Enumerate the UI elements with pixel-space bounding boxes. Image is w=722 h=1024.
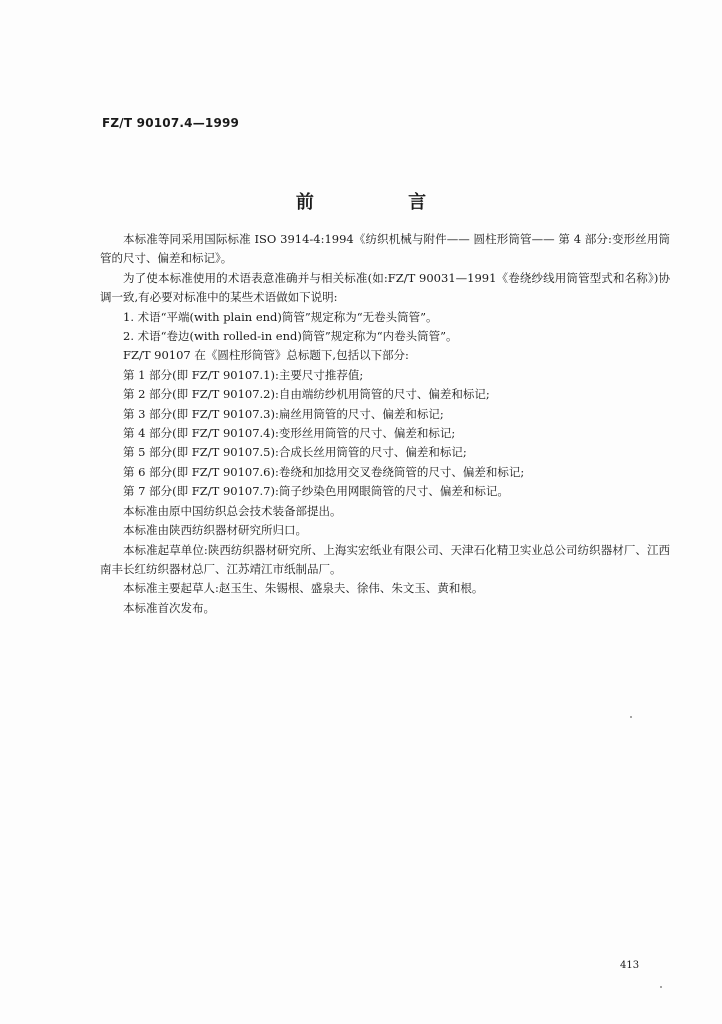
paragraph: 为了使本标准使用的术语表意准确并与相关标准(如:FZ/T 90031—1991《卷绕纱线用筒管型式和名称》)协调一致,有必要对标准中的某些术语做如下说明:	[100, 270, 670, 305]
scan-speck	[630, 716, 632, 718]
paragraph: 第 5 部分(即 FZ/T 90107.5):合成长丝用筒管的尺寸、偏差和标记;	[123, 445, 467, 460]
paragraph: 第 2 部分(即 FZ/T 90107.2):自由端纺纱机用筒管的尺寸、偏差和标记;	[123, 387, 490, 402]
paragraph: 1. 术语“平端(with plain end)筒管”规定称为“无卷头筒管”。	[123, 309, 438, 324]
paragraph: 本标准由陕西纺织器材研究所归口。	[123, 523, 307, 538]
paragraph: 第 3 部分(即 FZ/T 90107.3):扁丝用筒管的尺寸、偏差和标记;	[123, 406, 444, 421]
paragraph: 第 4 部分(即 FZ/T 90107.4):变形丝用筒管的尺寸、偏差和标记;	[123, 426, 456, 441]
paragraph: 本标准起草单位:陕西纺织器材研究所、上海实宏纸业有限公司、天津石化精卫实业总公司纺织器材厂、江西南丰长红纺织器材总厂、江苏靖江市纸制品厂。	[100, 542, 670, 576]
paragraph: 本标准等同采用国际标准 ISO 3914-4:1994《纺织机械与附件—— 圆柱形筒管—— 第 4 部分:变形丝用筒管的尺寸、偏差和标记》。	[100, 232, 670, 266]
paragraph: 第 7 部分(即 FZ/T 90107.7):筒子纱染色用网眼筒管的尺寸、偏差和标记。	[123, 484, 509, 499]
paragraph: 本标准主要起草人:赵玉生、朱锡根、盛泉夫、徐伟、朱文玉、黄和根。	[123, 581, 484, 596]
foreword-body	[100, 230, 670, 618]
paragraph: FZ/T 90107 在《圆柱形筒管》总标题下,包括以下部分:	[123, 348, 409, 363]
paragraph: 2. 术语“卷边(with rolled-in end)筒管”规定称为“内卷头筒管”。	[123, 329, 458, 344]
paragraph: 第 6 部分(即 FZ/T 90107.6):卷绕和加捻用交叉卷绕筒管的尺寸、偏差和标记;	[123, 464, 525, 479]
scan-speck	[660, 986, 662, 988]
page-number: 413	[620, 960, 640, 971]
page-title: 前 言	[295, 192, 471, 213]
standard-code: FZ/T 90107.4—1999	[102, 116, 240, 130]
paragraph: 本标准首次发布。	[123, 600, 215, 615]
paragraph: 第 1 部分(即 FZ/T 90107.1):主要尺寸推荐值;	[123, 367, 364, 382]
paragraph: 本标准由原中国纺织总会技术装备部提出。	[123, 503, 342, 518]
